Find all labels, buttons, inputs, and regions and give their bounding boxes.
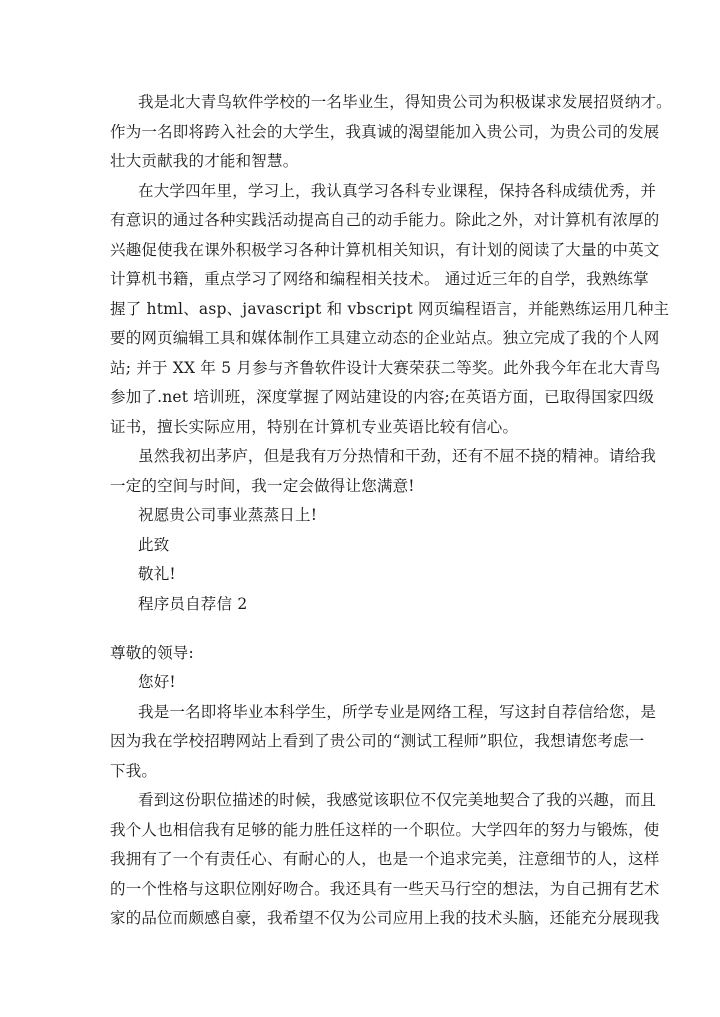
text-line: 我拥有了一个有责任心、有耐心的人，也是一个追求完美，注意细节的人，这样 — [110, 850, 660, 868]
text-line: 作为一名即将跨入社会的大学生，我真诚的渴望能加入贵公司，为贵公司的发展 — [110, 123, 660, 141]
section-title: 程序员自荐信 2 — [138, 595, 248, 613]
text-line: 站; 并于 XX 年 5 月参与齐鲁软件设计大赛荣获二等奖。此外我今年在北大青鸟 — [110, 359, 661, 377]
text-line: 壮大贡献我的才能和智慧。 — [110, 152, 299, 170]
salutation: 尊敬的领导: — [110, 644, 194, 662]
closing-salute: 此致 — [138, 536, 170, 554]
text-line: 有意识的通过各种实践活动提高自己的动手能力。除此之外，对计算机有浓厚的 — [110, 211, 660, 229]
text-line: 我是北大青鸟软件学校的一名毕业生，得知贵公司为积极谋求发展招贤纳才。 — [138, 93, 672, 111]
text-line: 虽然我初出茅庐，但是我有万分热情和干劲，还有不屈不挠的精神。请给我 — [138, 447, 657, 465]
text-line: 证书，擅长实际应用，特别在计算机专业英语比较有信心。 — [110, 418, 519, 436]
text-line: 要的网页编辑工具和媒体制作工具建立动态的企业站点。独立完成了我的个人网 — [110, 329, 660, 347]
text-line: 计算机书籍，重点学习了网络和编程相关技术。 通过近三年的自学，我熟练掌 — [110, 270, 649, 288]
text-line: 我是一名即将毕业本科学生，所学专业是网络工程，写这封自荐信给您，是 — [138, 703, 657, 721]
greeting: 您好! — [138, 673, 176, 691]
closing-wish: 祝愿贵公司事业蒸蒸日上! — [138, 506, 318, 524]
text-line: 因为我在学校招聘网站上看到了贵公司的“测试工程师”职位，我想请您考虑一 — [110, 732, 645, 750]
text-line: 的一个性格与这职位刚好吻合。我还具有一些天马行空的想法，为自己拥有艺术 — [110, 880, 660, 898]
text-line: 参加了.net 培训班，深度掌握了网站建设的内容;在英语方面，已取得国家四级 — [110, 388, 655, 406]
text-line: 下我。 — [110, 762, 158, 780]
closing-salute: 敬礼! — [138, 565, 176, 583]
text-line: 兴趣促使我在课外积极学习各种计算机相关知识，有计划的阅读了大量的中英文 — [110, 241, 660, 259]
text-line: 我个人也相信我有足够的能力胜任这样的一个职位。大学四年的努力与锻炼，使 — [110, 821, 660, 839]
text-line: 一定的空间与时间，我一定会做得让您满意! — [110, 477, 415, 495]
text-line: 家的品位而颇感自豪，我希望不仅为公司应用上我的技术头脑，还能充分展现我 — [110, 909, 660, 927]
text-line: 看到这份职位描述的时候，我感觉该职位不仅完美地契合了我的兴趣，而且 — [138, 791, 657, 809]
text-line: 在大学四年里，学习上，我认真学习各科专业课程，保持各科成绩优秀，并 — [138, 182, 657, 200]
text-line: 握了 html、asp、javascript 和 vbscript 网页编程语言，并能熟练运用几种主 — [110, 300, 670, 318]
